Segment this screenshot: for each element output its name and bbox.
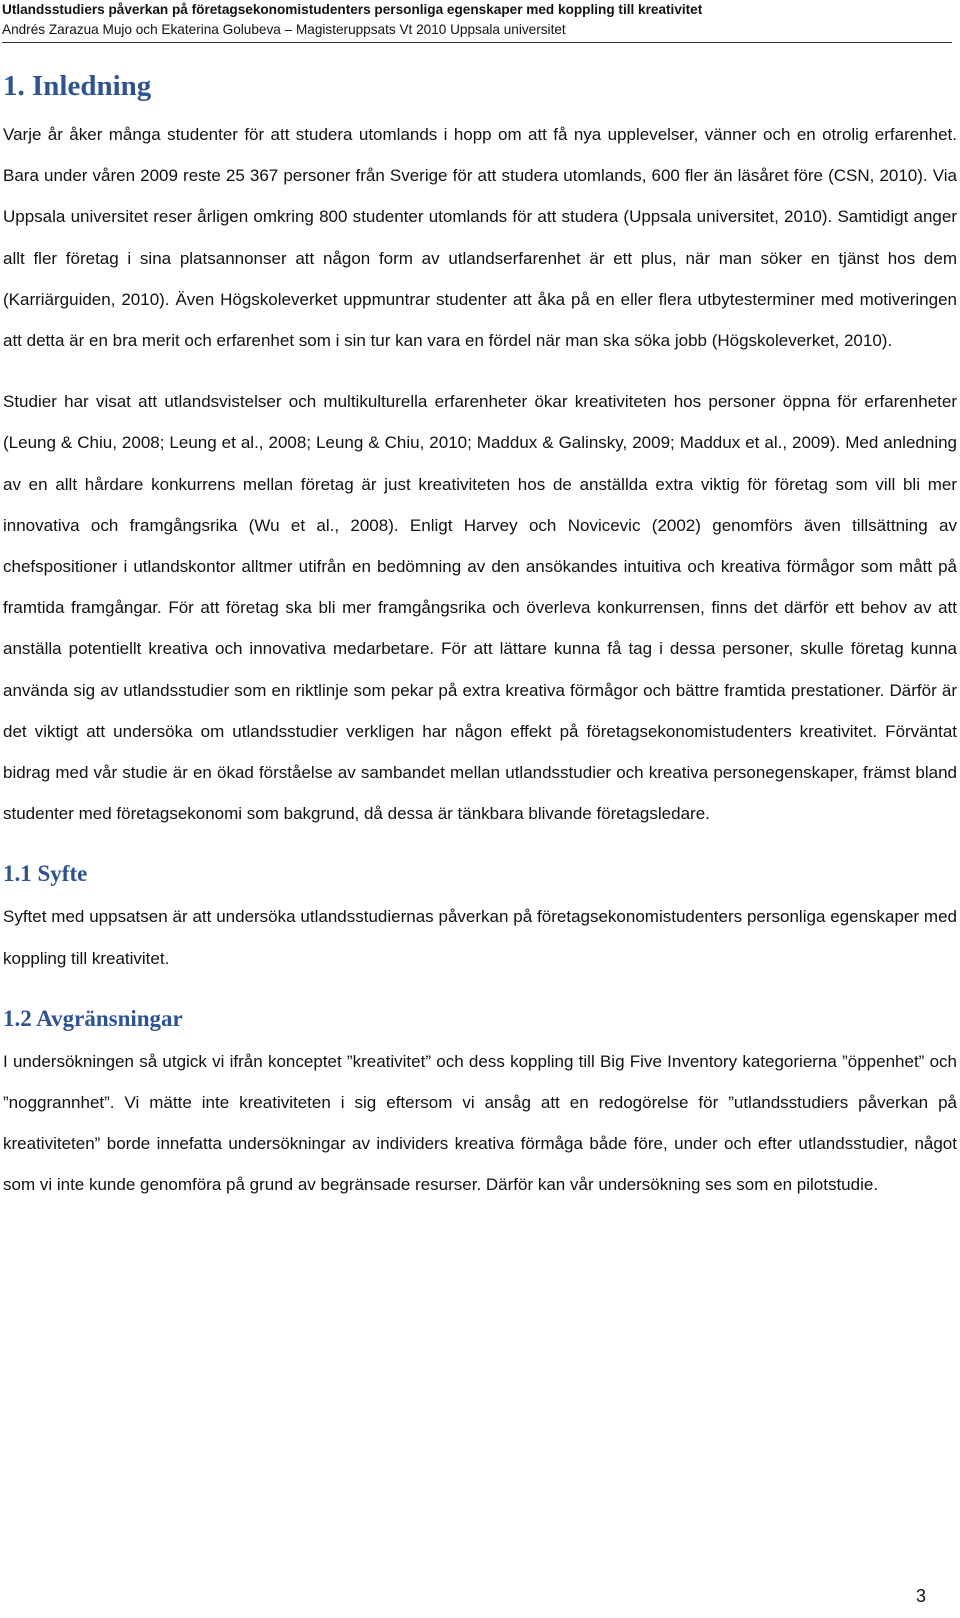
heading-inledning: 1. Inledning [3, 70, 152, 102]
paragraph-inledning-2: Studier har visat att utlandsvistelser och multikulturella erfarenheter ökar kreativiteten hos personer öppna för erfarenheter (Leung & Chiu, 2008; Leung et al., 2008; Leung & Chiu, 2010; Maddux & Galinsky, 2009; Maddux et al., 2009). Med anledning av en allt hårdare konkurrens mellan företag är just kreativiteten hos de anställda extra viktig för företag som vill bli mer innovativa och framgångsrika (Wu et al., 2008). Enligt Harvey och Novicevic (2002) genomförs även tillsättning av chefspositioner i utlandskontor alltmer utifrån en bedömning av den ansökandes intuitiva och kreativa förmågor som mått på framtida framgångar. För att företag ska bli mer framgångsrika och överleva konkurrensen, finns det därför ett behov av att anställa potentiellt kreativa och innovativa medarbetare. För att lättare kunna få tag i dessa personer, skulle företag kunna använda sig av utlandsstudier som en riktlinje som pekar på extra kreativa förmågor och bättre framtida prestationer. Därför är det viktigt att undersöka om utlandsstudier verkligen har någon effekt på företagsekonomistudenters kreativitet. Förväntat bidrag med vår studie är en ökad förståelse av sambandet mellan utlandsstudier och kreativa personegenskaper, främst bland studenter med företagsekonomi som bakgrund, då dessa är tänkbara blivande företagsledare. [3, 392, 957, 824]
document-body [3, 68, 957, 1226]
header-title: Utlandsstudiers påverkan på företagsekonomistudenters personliga egenskaper med koppling till kreativitet [2, 2, 703, 17]
heading-avgransningar: 1.2 Avgränsningar [3, 1005, 183, 1031]
page-number: 3 [915, 1586, 926, 1606]
header-authors: Andrés Zarazua Mujo och Ekaterina Golubeva – Magisteruppsats Vt 2010 Uppsala universitet [2, 22, 566, 37]
running-header [2, 0, 952, 43]
paragraph-avgransningar: I undersökningen så utgick vi ifrån konceptet ”kreativitet” och dess koppling till Big Five Inventory kategorierna ”öppenhet” och ”noggrannhet”. Vi mätte inte kreativiteten i sig eftersom vi ansåg att en redogörelse för ”utlandsstudiers påverkan på kreativiteten” borde innefatta undersökningar av individers kreativa förmåga både före, under och efter utlandsstudier, något som vi inte kunde genomföra på grund av begränsade resurser. Därför kan vår undersökning ses som en pilotstudie. [3, 1051, 957, 1195]
heading-syfte: 1.1 Syfte [3, 861, 88, 887]
paragraph-syfte: Syftet med uppsatsen är att undersöka utlandsstudiernas påverkan på företagsekonomistudenters personliga egenskaper med koppling till kreativitet. [3, 907, 957, 968]
paragraph-inledning-1: Varje år åker många studenter för att studera utomlands i hopp om att få nya upplevelser, vänner och en otrolig erfarenhet. Bara under våren 2009 reste 25 367 personer från Sverige för att studera utomlands, 600 fler än läsåret före (CSN, 2010). Via Uppsala universitet reser årligen omkring 800 studenter utomlands för att studera (Uppsala universitet, 2010). Samtidigt anger allt fler företag i sina platsannonser att någon form av utlandserfarenhet är ett plus, när man söker en tjänst hos dem (Karriärguiden, 2010). Även Högskoleverket uppmuntrar studenter att åka på en eller flera utbytesterminer med motiveringen att detta är en bra merit och erfarenhet som i sin tur kan vara en fördel när man ska söka jobb (Högskoleverket, 2010). [3, 125, 957, 351]
